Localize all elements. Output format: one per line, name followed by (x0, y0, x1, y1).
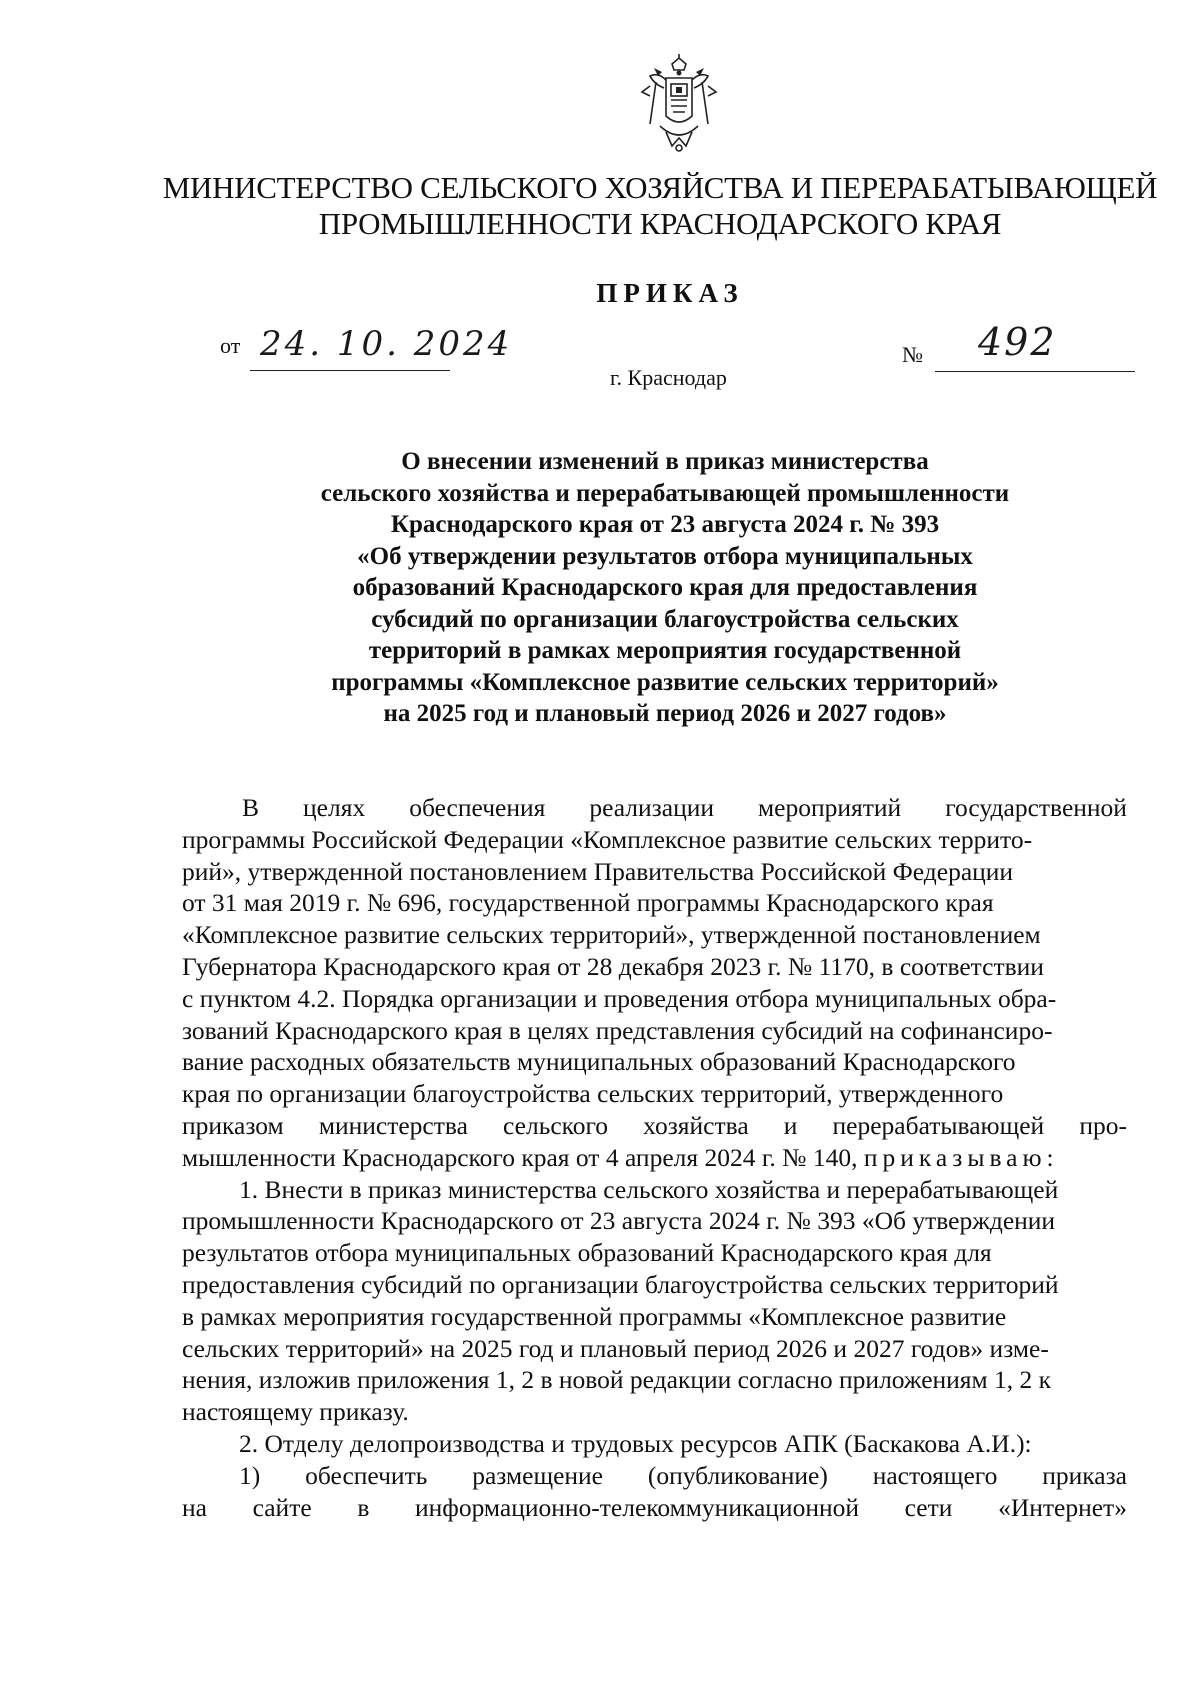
ministry-name-line-2: ПРОМЫШЛЕННОСТИ КРАСНОДАРСКОГО КРАЯ (318, 206, 1002, 241)
line-text: в рамках мероприятия государственной программы «Комплексное развитие (182, 1301, 1007, 1331)
line-text: «Комплексное развитие сельских территорий», утвержденной постановлением (182, 920, 1041, 950)
word: мероприятий (758, 793, 902, 822)
order-subject-heading (250, 446, 1080, 730)
word: (опубликование) (647, 1460, 828, 1490)
line-text: зований Краснодарского края в целях представления субсидий на софинансиро- (182, 1015, 1053, 1045)
ministry-name-line-1: МИНИСТЕРСТВО СЕЛЬСКОГО ХОЗЯЙСТВА И ПЕРЕРАБАТЫВАЮЩЕЙ (162, 170, 1158, 205)
word: сети (904, 1492, 953, 1522)
word: 1) (239, 1460, 261, 1490)
line-text: края по организации благоустройства сельских территорий, утвержденного (182, 1079, 1004, 1109)
coat-of-arms-emblem (636, 54, 722, 154)
word: приказа (1042, 1460, 1127, 1490)
subject-line: субсидий по организации благоустройства сельских (371, 605, 959, 633)
body-line (182, 1174, 1127, 1206)
body-line (182, 1269, 1127, 1301)
date-prefix: от (220, 333, 241, 358)
body-line (182, 1333, 1127, 1365)
line-text: программы Российской Федерации «Комплексное развитие сельских террито- (182, 824, 1033, 854)
word: целях (303, 793, 366, 822)
word: государственной (945, 793, 1127, 822)
subject-line: территорий в рамках мероприятия государственной (368, 637, 962, 664)
line-text: 1. Внести в приказ министерства сельского хозяйства и перерабатывающей (239, 1174, 1059, 1204)
word: на (182, 1492, 207, 1522)
word: хозяйства (643, 1110, 749, 1140)
date-underline (250, 370, 450, 371)
body-line (182, 1142, 1127, 1174)
body-line (182, 1110, 1127, 1142)
word: сельского (503, 1110, 609, 1140)
word: про- (1079, 1110, 1127, 1140)
line-text: от 31 мая 2019 г. № 696, государственной программы Краснодарского края (182, 888, 994, 918)
subject-line: О внесении изменений в приказ министерства (401, 448, 929, 475)
line-text: 2. Отделу делопроизводства и трудовых ресурсов АПК (Баскакова А.И.): (239, 1428, 1032, 1458)
subject-line: на 2025 год и плановый период 2026 и 2027 годов» (383, 700, 947, 727)
city-label: г. Краснодар (610, 365, 727, 390)
line-text: предоставления субсидий по организации благоустройства сельских территорий (182, 1269, 1059, 1299)
document-type-title: ПРИКАЗ (596, 278, 744, 308)
body-line (182, 1015, 1127, 1047)
order-verb: приказываю: (863, 1142, 1059, 1172)
word: сайте (252, 1492, 312, 1522)
subject-line: программы «Комплексное развитие сельских территорий» (331, 668, 999, 696)
body-line (182, 1046, 1127, 1078)
word: в (357, 1492, 370, 1522)
word: министерства (318, 1110, 468, 1140)
word: В (242, 793, 260, 822)
number-prefix: № (902, 342, 923, 367)
handwritten-number: 492 (978, 320, 1057, 364)
line-text: рий», утвержденной постановлением Правительства Российской Федерации (182, 856, 1014, 886)
line-text: вание расходных обязательств муниципальных образований Краснодарского (182, 1047, 1016, 1077)
body-line (182, 951, 1127, 983)
word: обеспечения (409, 793, 546, 822)
word: «Интернет» (998, 1492, 1127, 1522)
subject-line: Краснодарского края от 23 августа 2024 г. № 393 (390, 511, 940, 538)
order-body-text (182, 792, 1127, 1523)
body-line (182, 1078, 1127, 1110)
subject-line: образований Краснодарского края для предоставления (352, 574, 978, 601)
number-underline (935, 371, 1135, 372)
line-text: настоящему приказу. (182, 1397, 409, 1427)
word: реализации (589, 793, 715, 822)
body-line (182, 856, 1127, 888)
line-text: сельских территорий» на 2025 год и плановый период 2026 и 2027 годов» изме- (182, 1333, 1049, 1363)
body-line (182, 1301, 1127, 1333)
body-line (182, 792, 1127, 824)
word: размещение (472, 1460, 604, 1490)
body-line (182, 887, 1127, 919)
word: приказом (182, 1110, 284, 1140)
word: перерабатывающей (832, 1110, 1045, 1140)
word: и (783, 1110, 798, 1140)
body-line (182, 1237, 1127, 1269)
body-line (182, 1396, 1127, 1428)
body-line (182, 1492, 1127, 1524)
line-text: мышленности Краснодарского края от 4 апреля 2024 г. № 140, (182, 1142, 858, 1172)
body-line (182, 1460, 1127, 1492)
word: информационно-телекоммуникационной (415, 1492, 860, 1522)
line-text: Губернатора Краснодарского края от 28 декабря 2023 г. № 1170, в соответствии (182, 951, 1044, 981)
body-line (182, 1428, 1127, 1460)
line-text: нения, изложив приложения 1, 2 в новой редакции согласно приложениям 1, 2 к (182, 1365, 1052, 1395)
handwritten-date: 24. 10. 2024 (260, 324, 513, 364)
line-text: результатов отбора муниципальных образований Краснодарского края для (182, 1238, 992, 1268)
line-text: промышленности Краснодарского от 23 августа 2024 г. № 393 «Об утверждении (182, 1206, 1056, 1236)
body-line (182, 1364, 1127, 1396)
ministry-name (160, 170, 1160, 242)
body-line (182, 919, 1127, 951)
subject-line: сельского хозяйства и перерабатывающей промышленности (320, 479, 1010, 507)
body-line (182, 1205, 1127, 1237)
subject-line: «Об утверждении результатов отбора муниципальных (357, 542, 973, 570)
word: обеспечить (305, 1460, 428, 1490)
body-line (182, 983, 1127, 1015)
line-text: с пунктом 4.2. Порядка организации и проведения отбора муниципальных обра- (182, 983, 1057, 1013)
body-line (182, 824, 1127, 856)
word: настоящего (872, 1460, 998, 1490)
